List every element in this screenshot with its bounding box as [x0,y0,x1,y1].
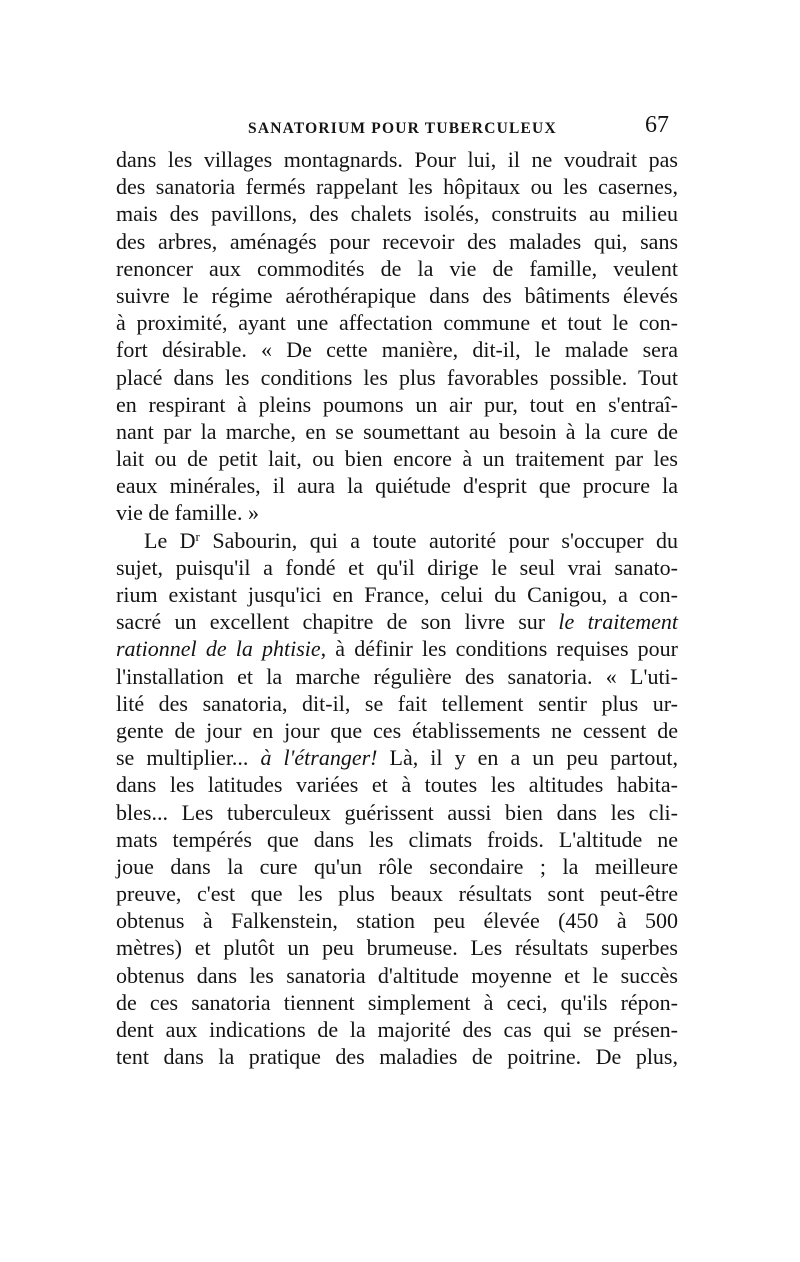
text-line: mètres) et plutôt un peu brumeuse. Les résultats superbes [116,935,678,961]
text-line: sujet, puisqu'il a fondé et qu'il dirige le seul vrai sanato- [116,554,678,580]
text-line: dans les villages montagnards. Pour lui, il ne voudrait pas [116,147,678,172]
text-line: de ces sanatoria tiennent simplement à ceci, qu'ils répon- [116,989,678,1015]
text-line: placé dans les conditions les plus favorables possible. Tout [116,364,678,390]
text-line [116,744,678,771]
text-line [116,527,678,554]
text-line: bles... Les tuberculeux guérissent aussi bien dans les cli- [116,799,678,825]
text-line: rium existant jusqu'ici en France, celui du Canigou, a con- [116,582,678,607]
italic-text: à l'étranger! [260,745,378,771]
superscript: r [195,528,200,544]
text-line: gente de jour en jour que ces établissements ne cessent de [116,717,678,743]
page-number: 67 [645,112,669,138]
text-segment: Le D [144,527,196,553]
text-line: suivre le régime aérothérapique dans des bâtiments élevés [116,282,678,308]
text-line: obtenus à Falkenstein, station peu élevée (450 à 500 [116,908,678,934]
text-line: l'installation et la marche régulière des sanatoria. « L'uti- [116,663,678,689]
text-line: mats tempérés que dans les climats froids. L'altitude ne [116,826,678,852]
body-text [116,146,678,1070]
text-line: dent aux indications de la majorité des cas qui se présen- [116,1017,678,1042]
text-line: dans les latitudes variées et à toutes les altitudes habita- [116,772,678,798]
text-segment: sacré un excellent chapitre de son livre sur [116,609,559,635]
text-line: obtenus dans les sanatoria d'altitude moyenne et le succès [116,962,678,988]
text-line: joue dans la cure qu'un rôle secondaire ; la meilleure [116,853,678,879]
text-line: renoncer aux commodités de la vie de famille, veulent [116,255,678,281]
text-line: eaux minérales, il aura la quiétude d'esprit que procure la [116,473,678,499]
running-header [108,114,673,144]
text-line: tent dans la pratique des maladies de poitrine. De plus, [116,1044,678,1070]
running-title: SANATORIUM POUR TUBERCULEUX [248,120,557,137]
text-segment: , à définir les conditions requises pour [320,636,678,662]
text-line: lait ou de petit lait, ou bien encore à un traitement par les [116,446,678,472]
text-line: vie de famille. » [116,500,259,526]
text-line [116,635,678,662]
text-line: à proximité, ayant une affectation commune et tout le con- [116,310,678,336]
italic-text: le traitement [558,609,678,635]
text-line: des arbres, aménagés pour recevoir des malades qui, sans [116,228,678,254]
text-line: nant par la marche, en se soumettant au besoin à la cure de [116,418,678,444]
text-line: lité des sanatoria, dit-il, se fait tellement sentir plus ur- [116,690,678,716]
text-line: preuve, c'est que les plus beaux résultats sont peut-être [116,881,678,907]
text-segment: Sabourin, qui a toute autorité pour s'occuper du [199,527,678,553]
text-line: mais des pavillons, des chalets isolés, construits au milieu [116,201,678,227]
text-line: fort désirable. « De cette manière, dit-il, le malade sera [116,337,678,363]
text-segment: se multiplier... [116,745,261,771]
italic-text: rationnel de la phtisie [116,636,321,662]
text-line: en respirant à pleins poumons un air pur, tout en s'entraî- [116,391,678,417]
text-line: des sanatoria fermés rappelant les hôpitaux ou les casernes, [116,174,678,200]
text-segment: Là, il y en a un peu partout, [377,745,678,771]
text-line [116,608,678,635]
